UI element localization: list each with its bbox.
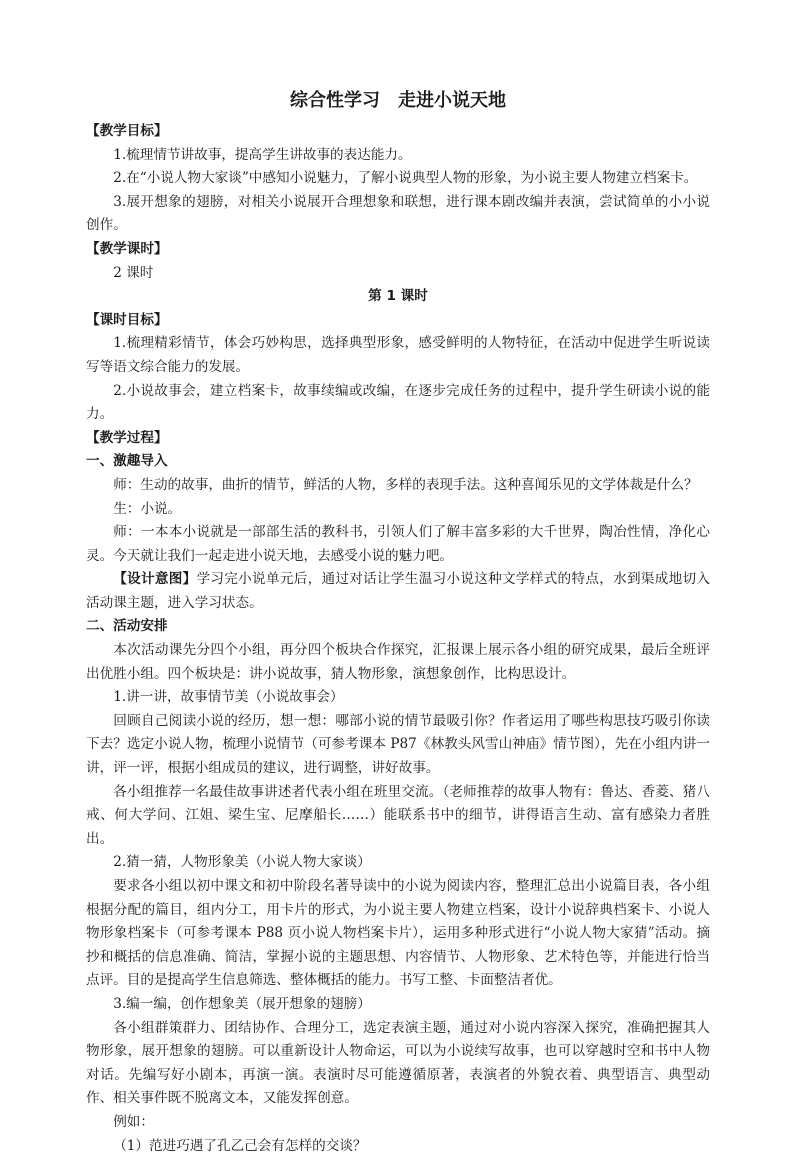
teaching-hours-value: 2 课时 [113, 264, 154, 281]
design-intent [86, 568, 710, 615]
section1-heading: 一、激趣导入 [86, 453, 168, 470]
page-title: 综合性学习 走进小说天地 [290, 90, 506, 111]
part2-title: 2.猜一猜，人物形象美（小说人物大家谈） [113, 854, 371, 871]
part1-paragraph-1: 回顾自己阅读小说的经历，想一想：哪部小说的情节最吸引你？作者运用了哪些构思技巧吸引你读下去？选定小说人物，梳理小说情节（可参考课本 P87《林教头风雪山神庙》情节图），先在小组内讲一讲，评一评，根据小组成员的建议，进行调整，讲好故事。 [86, 712, 710, 777]
dialogue-student: 生：小说。 [113, 500, 182, 517]
lesson-goals-heading: 【课时目标】 [86, 311, 168, 328]
process-heading: 【教学过程】 [86, 429, 168, 446]
teaching-goal-3: 3.展开想象的翅膀，对相关小说展开合理想象和联想，进行课本剧改编并表演，尝试简单的小小说创作。 [86, 193, 710, 234]
dialogue-teacher-2: 师：一本本小说就是一部部生活的教科书，引领人们了解丰富多彩的大千世界，陶冶性情，净化心灵。今天就让我们一起走进小说天地，去感受小说的魅力吧。 [86, 524, 710, 564]
teaching-hours-heading: 【教学课时】 [86, 240, 168, 257]
teaching-goal-2: 2.在“小说人物大家谈”中感知小说魅力，了解小说典型人物的形象，为小说主要人物建立档案卡。 [113, 170, 698, 187]
lesson-goal-2: 2.小说故事会，建立档案卡，故事续编或改编，在逐步完成任务的过程中，提升学生研读小说的能力。 [86, 382, 710, 423]
part2-paragraph-1: 要求各小组以初中课文和初中阶段名著导读中的小说为阅读内容，整理汇总出小说篇目表，各小组根据分配的篇目，组内分工，用卡片的形式，为小说主要人物建立档案，设计小说辞典档案卡、小说人物形象档案卡（可参考课本 P88 页小说人物档案卡片），运用多种形式进行“小说人物大家猜”活动。摘抄和概括的信息准确、简洁，掌握小说的主题思想、内容情节、人物形象、艺术特色等，并能进行恰当点评。目的是提高学生信息筛选、整体概括的能力。书写工整、卡面整洁者优。 [86, 878, 710, 989]
section2-heading: 二、活动安排 [86, 618, 168, 635]
activity-intro: 本次活动课先分四个小组，再分四个板块合作探究，汇报课上展示各小组的研究成果，最后全班评出优胜小组。四个板块是：讲小说故事，猜人物形象，演想象创作，比构思设计。 [86, 642, 710, 682]
example-1: （1）范进巧遇了孔乙己会有怎样的交谈？ [113, 1137, 367, 1154]
example-label: 例如： [113, 1113, 154, 1130]
lesson-goal-1: 1.梳理精彩情节，体会巧妙构思，选择典型形象，感受鲜明的人物特征，在活动中促进学生听说读写等语文综合能力的发展。 [86, 335, 710, 375]
part1-title: 1.讲一讲，故事情节美（小说故事会） [113, 689, 344, 706]
design-intent-label: 【设计意图】 [113, 571, 197, 588]
teaching-goal-1: 1.梳理情节讲故事，提高学生讲故事的表达能力。 [113, 146, 412, 163]
dialogue-teacher-1: 师：生动的故事，曲折的情节，鲜活的人物，多样的表现手法。这种喜闻乐见的文学体裁是什么？ [113, 476, 698, 493]
teaching-goals-heading: 【教学目标】 [86, 123, 168, 139]
part3-title: 3.编一编，创作想象美（展开想象的翅膀） [113, 995, 371, 1012]
part1-paragraph-2: 各小组推荐一名最佳故事讲述者代表小组在班里交流。（老师推荐的故事人物有：鲁达、香菱、猪八戒、何大学问、江姐、梁生宝、尼摩船长……）能联系书中的细节，讲得语言生动、富有感染力者胜出。 [86, 783, 710, 847]
design-intent-text: 学习完小说单元后，通过对话让学生温习小说这种文学样式的特点，水到渠成地切入活动课主题，进入学习状态。 [86, 571, 711, 611]
lesson1-title: 第 1 课时 [368, 288, 428, 305]
part3-paragraph-1: 各小组群策群力、团结协作、合理分工，选定表演主题，通过对小说内容深入探究，准确把握其人物形象，展开想象的翅膀。可以重新设计人物命运，可以为小说续写故事，也可以穿越时空和书中人物对话。先编写好小剧本，再演一演。表演时尽可能遵循原著，表演者的外貌衣着、典型语言、典型动作、相关事件既不脱离文本，又能发挥创意。 [86, 1019, 710, 1107]
